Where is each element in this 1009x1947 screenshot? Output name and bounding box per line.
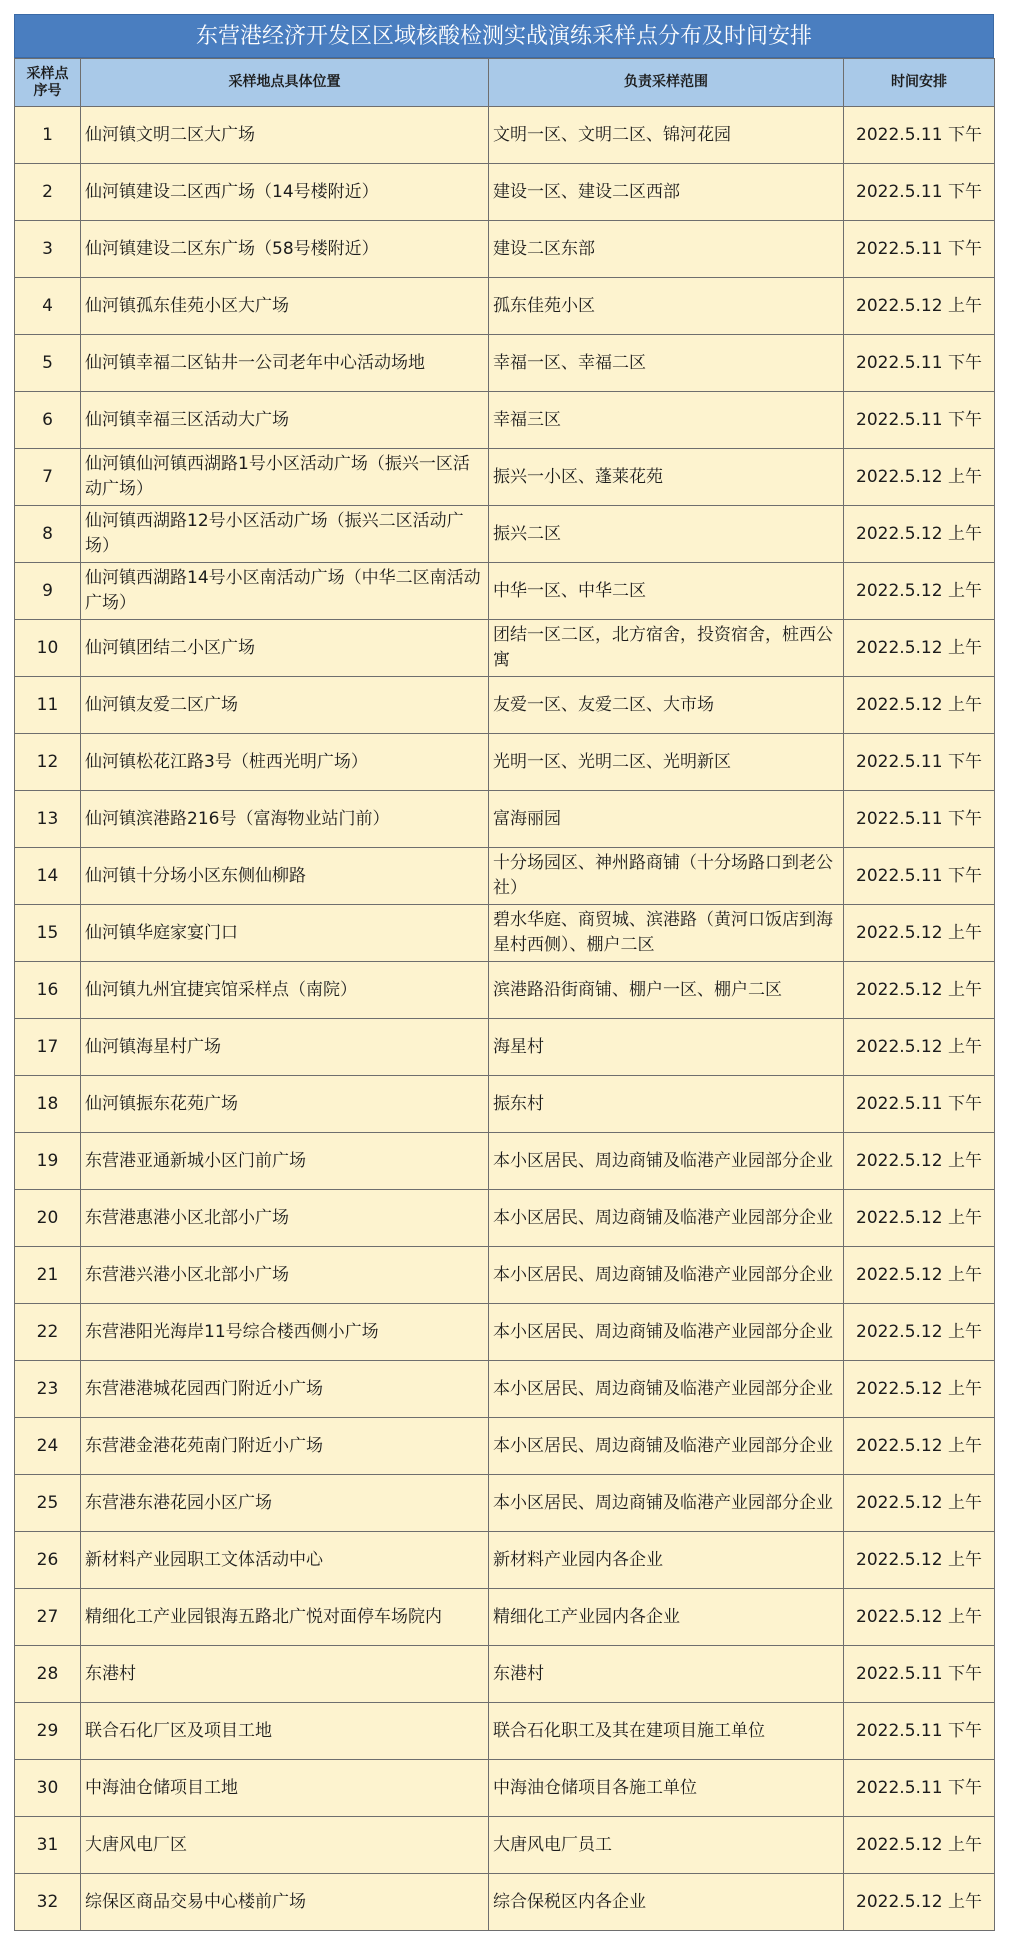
cell-time: 2022.5.11 下午	[844, 1760, 995, 1817]
table-row	[15, 962, 995, 1019]
cell-scope: 本小区居民、周边商铺及临港产业园部分企业	[489, 1133, 844, 1190]
cell-location: 仙河镇振东花苑广场	[81, 1076, 489, 1133]
table-row	[15, 1133, 995, 1190]
table-row	[15, 1817, 995, 1874]
cell-location: 东营港兴港小区北部小广场	[81, 1247, 489, 1304]
header-location: 采样地点具体位置	[81, 59, 489, 107]
cell-time: 2022.5.11 下午	[844, 335, 995, 392]
table-body	[15, 107, 995, 1931]
table-row	[15, 506, 995, 563]
cell-scope: 滨港路沿街商铺、棚户一区、棚户二区	[489, 962, 844, 1019]
cell-sample-no: 16	[15, 962, 81, 1019]
cell-location: 仙河镇文明二区大广场	[81, 107, 489, 164]
cell-time: 2022.5.11 下午	[844, 1646, 995, 1703]
cell-location: 新材料产业园职工文体活动中心	[81, 1532, 489, 1589]
cell-time: 2022.5.11 下午	[844, 1703, 995, 1760]
cell-location: 中海油仓储项目工地	[81, 1760, 489, 1817]
schedule-document	[14, 14, 994, 1931]
table-row	[15, 1076, 995, 1133]
table-row	[15, 1190, 995, 1247]
cell-sample-no: 31	[15, 1817, 81, 1874]
cell-location: 仙河镇华庭家宴门口	[81, 905, 489, 962]
cell-sample-no: 22	[15, 1304, 81, 1361]
header-scope: 负责采样范围	[489, 59, 844, 107]
cell-location: 综保区商品交易中心楼前广场	[81, 1874, 489, 1931]
cell-time: 2022.5.12 上午	[844, 1475, 995, 1532]
table-row	[15, 848, 995, 905]
cell-scope: 中华一区、中华二区	[489, 563, 844, 620]
cell-location: 仙河镇幸福三区活动大广场	[81, 392, 489, 449]
table-row	[15, 1418, 995, 1475]
cell-location: 仙河镇西湖路14号小区南活动广场（中华二区南活动广场）	[81, 563, 489, 620]
cell-scope: 富海丽园	[489, 791, 844, 848]
cell-location: 东营港金港花苑南门附近小广场	[81, 1418, 489, 1475]
cell-time: 2022.5.12 上午	[844, 506, 995, 563]
cell-scope: 幸福一区、幸福二区	[489, 335, 844, 392]
cell-location: 东营港东港花园小区广场	[81, 1475, 489, 1532]
cell-scope: 精细化工产业园内各企业	[489, 1589, 844, 1646]
cell-location: 大唐风电厂区	[81, 1817, 489, 1874]
table-row	[15, 1760, 995, 1817]
cell-location: 仙河镇滨港路216号（富海物业站门前）	[81, 791, 489, 848]
cell-time: 2022.5.11 下午	[844, 848, 995, 905]
table-row	[15, 1019, 995, 1076]
cell-location: 仙河镇孤东佳苑小区大广场	[81, 278, 489, 335]
cell-sample-no: 2	[15, 164, 81, 221]
cell-time: 2022.5.11 下午	[844, 1076, 995, 1133]
table-row	[15, 449, 995, 506]
cell-time: 2022.5.12 上午	[844, 620, 995, 677]
cell-sample-no: 11	[15, 677, 81, 734]
cell-sample-no: 3	[15, 221, 81, 278]
table-row	[15, 1361, 995, 1418]
cell-time: 2022.5.12 上午	[844, 677, 995, 734]
cell-time: 2022.5.12 上午	[844, 449, 995, 506]
cell-scope: 建设一区、建设二区西部	[489, 164, 844, 221]
cell-scope: 本小区居民、周边商铺及临港产业园部分企业	[489, 1304, 844, 1361]
cell-location: 精细化工产业园银海五路北广悦对面停车场院内	[81, 1589, 489, 1646]
page-title: 东营港经济开发区区域核酸检测实战演练采样点分布及时间安排	[14, 14, 994, 58]
cell-scope: 本小区居民、周边商铺及临港产业园部分企业	[489, 1475, 844, 1532]
cell-time: 2022.5.11 下午	[844, 107, 995, 164]
table-row	[15, 221, 995, 278]
cell-location: 东营港亚通新城小区门前广场	[81, 1133, 489, 1190]
table-row	[15, 164, 995, 221]
cell-sample-no: 21	[15, 1247, 81, 1304]
header-sample-no	[15, 59, 81, 107]
cell-scope: 友爱一区、友爱二区、大市场	[489, 677, 844, 734]
cell-sample-no: 24	[15, 1418, 81, 1475]
cell-sample-no: 26	[15, 1532, 81, 1589]
cell-time: 2022.5.12 上午	[844, 1874, 995, 1931]
table-row	[15, 1475, 995, 1532]
cell-sample-no: 15	[15, 905, 81, 962]
cell-time: 2022.5.11 下午	[844, 791, 995, 848]
cell-sample-no: 6	[15, 392, 81, 449]
cell-time: 2022.5.12 上午	[844, 1133, 995, 1190]
cell-sample-no: 29	[15, 1703, 81, 1760]
cell-location: 仙河镇建设二区西广场（14号楼附近）	[81, 164, 489, 221]
cell-time: 2022.5.12 上午	[844, 1190, 995, 1247]
cell-sample-no: 30	[15, 1760, 81, 1817]
cell-scope: 团结一区二区，北方宿舍，投资宿舍，桩西公寓	[489, 620, 844, 677]
cell-sample-no: 25	[15, 1475, 81, 1532]
table-row	[15, 1247, 995, 1304]
cell-sample-no: 13	[15, 791, 81, 848]
table-row	[15, 905, 995, 962]
cell-time: 2022.5.12 上午	[844, 905, 995, 962]
table-row	[15, 734, 995, 791]
cell-location: 东营港惠港小区北部小广场	[81, 1190, 489, 1247]
cell-scope: 十分场园区、神州路商铺（十分场路口到老公社）	[489, 848, 844, 905]
table-header-row	[15, 59, 995, 107]
table-row	[15, 1646, 995, 1703]
cell-location: 仙河镇十分场小区东侧仙柳路	[81, 848, 489, 905]
cell-scope: 本小区居民、周边商铺及临港产业园部分企业	[489, 1247, 844, 1304]
cell-sample-no: 7	[15, 449, 81, 506]
cell-scope: 建设二区东部	[489, 221, 844, 278]
sampling-schedule-table	[14, 58, 995, 1931]
cell-location: 仙河镇幸福二区钻井一公司老年中心活动场地	[81, 335, 489, 392]
cell-scope: 碧水华庭、商贸城、滨港路（黄河口饭店到海星村西侧）、棚户二区	[489, 905, 844, 962]
cell-scope: 振兴一小区、蓬莱花苑	[489, 449, 844, 506]
cell-sample-no: 5	[15, 335, 81, 392]
cell-sample-no: 20	[15, 1190, 81, 1247]
cell-scope: 联合石化职工及其在建项目施工单位	[489, 1703, 844, 1760]
table-row	[15, 791, 995, 848]
table-row	[15, 677, 995, 734]
cell-sample-no: 32	[15, 1874, 81, 1931]
cell-sample-no: 17	[15, 1019, 81, 1076]
cell-time: 2022.5.12 上午	[844, 1361, 995, 1418]
cell-sample-no: 14	[15, 848, 81, 905]
cell-time: 2022.5.12 上午	[844, 1304, 995, 1361]
cell-sample-no: 28	[15, 1646, 81, 1703]
cell-scope: 振兴二区	[489, 506, 844, 563]
cell-time: 2022.5.12 上午	[844, 1019, 995, 1076]
cell-sample-no: 8	[15, 506, 81, 563]
cell-time: 2022.5.12 上午	[844, 563, 995, 620]
table-row	[15, 620, 995, 677]
cell-location: 仙河镇团结二小区广场	[81, 620, 489, 677]
table-row	[15, 1703, 995, 1760]
table-row	[15, 278, 995, 335]
cell-time: 2022.5.12 上午	[844, 278, 995, 335]
cell-sample-no: 23	[15, 1361, 81, 1418]
cell-sample-no: 18	[15, 1076, 81, 1133]
cell-scope: 海星村	[489, 1019, 844, 1076]
cell-location: 仙河镇九州宜捷宾馆采样点（南院）	[81, 962, 489, 1019]
cell-location: 东营港阳光海岸11号综合楼西侧小广场	[81, 1304, 489, 1361]
table-row	[15, 1589, 995, 1646]
header-sample-no-label: 采样点 序号	[26, 65, 69, 99]
cell-sample-no: 10	[15, 620, 81, 677]
cell-location: 仙河镇松花江路3号（桩西光明广场）	[81, 734, 489, 791]
cell-sample-no: 19	[15, 1133, 81, 1190]
cell-sample-no: 4	[15, 278, 81, 335]
table-row	[15, 1874, 995, 1931]
cell-scope: 新材料产业园内各企业	[489, 1532, 844, 1589]
cell-location: 东港村	[81, 1646, 489, 1703]
cell-scope: 本小区居民、周边商铺及临港产业园部分企业	[489, 1361, 844, 1418]
cell-time: 2022.5.12 上午	[844, 962, 995, 1019]
cell-time: 2022.5.12 上午	[844, 1532, 995, 1589]
cell-sample-no: 9	[15, 563, 81, 620]
cell-scope: 本小区居民、周边商铺及临港产业园部分企业	[489, 1190, 844, 1247]
cell-location: 仙河镇仙河镇西湖路1号小区活动广场（振兴一区活动广场）	[81, 449, 489, 506]
cell-sample-no: 1	[15, 107, 81, 164]
cell-location: 仙河镇西湖路12号小区活动广场（振兴二区活动广场）	[81, 506, 489, 563]
cell-sample-no: 12	[15, 734, 81, 791]
cell-scope: 幸福三区	[489, 392, 844, 449]
table-row	[15, 392, 995, 449]
cell-time: 2022.5.12 上午	[844, 1589, 995, 1646]
cell-scope: 中海油仓储项目各施工单位	[489, 1760, 844, 1817]
cell-time: 2022.5.12 上午	[844, 1817, 995, 1874]
table-row	[15, 563, 995, 620]
cell-time: 2022.5.11 下午	[844, 734, 995, 791]
cell-scope: 本小区居民、周边商铺及临港产业园部分企业	[489, 1418, 844, 1475]
header-time: 时间安排	[844, 59, 995, 107]
cell-location: 仙河镇建设二区东广场（58号楼附近）	[81, 221, 489, 278]
cell-scope: 孤东佳苑小区	[489, 278, 844, 335]
cell-time: 2022.5.11 下午	[844, 221, 995, 278]
cell-location: 仙河镇友爱二区广场	[81, 677, 489, 734]
table-row	[15, 1304, 995, 1361]
cell-scope: 振东村	[489, 1076, 844, 1133]
cell-time: 2022.5.11 下午	[844, 392, 995, 449]
cell-time: 2022.5.12 上午	[844, 1418, 995, 1475]
table-row	[15, 335, 995, 392]
cell-sample-no: 27	[15, 1589, 81, 1646]
table-row	[15, 107, 995, 164]
cell-location: 联合石化厂区及项目工地	[81, 1703, 489, 1760]
cell-time: 2022.5.11 下午	[844, 164, 995, 221]
cell-scope: 文明一区、文明二区、锦河花园	[489, 107, 844, 164]
table-row	[15, 1532, 995, 1589]
cell-location: 东营港港城花园西门附近小广场	[81, 1361, 489, 1418]
cell-scope: 综合保税区内各企业	[489, 1874, 844, 1931]
cell-location: 仙河镇海星村广场	[81, 1019, 489, 1076]
cell-scope: 光明一区、光明二区、光明新区	[489, 734, 844, 791]
cell-time: 2022.5.12 上午	[844, 1247, 995, 1304]
cell-scope: 大唐风电厂员工	[489, 1817, 844, 1874]
cell-scope: 东港村	[489, 1646, 844, 1703]
